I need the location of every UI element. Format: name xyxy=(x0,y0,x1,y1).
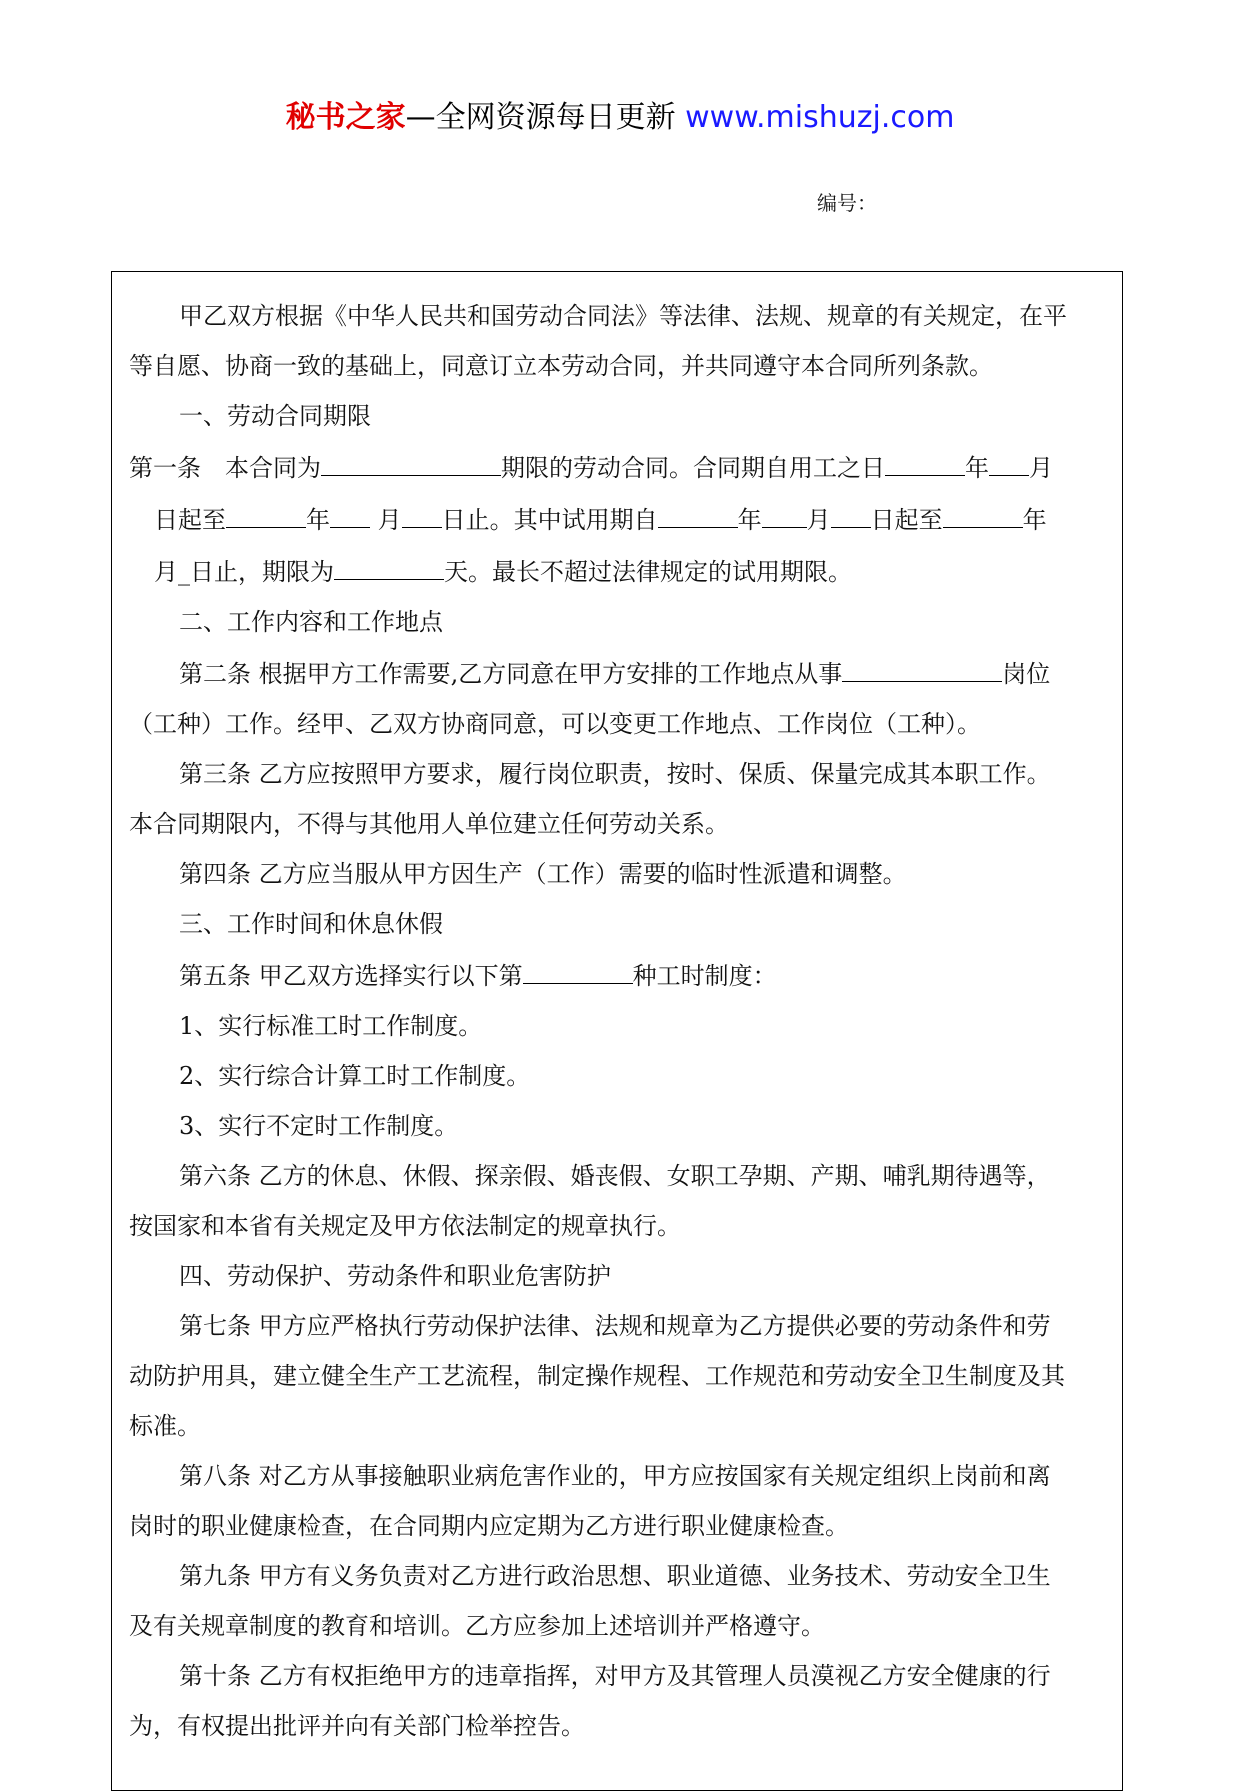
blank-field[interactable] xyxy=(762,493,807,528)
intro-line: 等自愿、协商一致的基础上，同意订立本劳动合同，并共同遵守本合同所列条款。 xyxy=(129,352,993,380)
blank-field[interactable] xyxy=(989,441,1029,476)
article-line: 第九条 甲方有义务负责对乙方进行政治思想、职业道德、业务技术、劳动安全卫生 xyxy=(179,1562,1051,1590)
text-run: 月 xyxy=(1029,454,1053,482)
article-line: 第三条 乙方应按照甲方要求，履行岗位职责，按时、保质、保量完成其本职工作。 xyxy=(179,760,1051,788)
site-header xyxy=(0,98,1240,138)
section-heading: 四、劳动保护、劳动条件和职业危害防护 xyxy=(179,1262,611,1290)
blank-field[interactable] xyxy=(402,493,442,528)
article-line: 第六条 乙方的休息、休假、探亲假、婚丧假、女职工孕期、产期、哺乳期待遇等， xyxy=(179,1162,1051,1190)
blank-field[interactable] xyxy=(943,493,1023,528)
blank-field[interactable] xyxy=(658,493,738,528)
article-2-line-1 xyxy=(129,647,1119,699)
blank-field[interactable] xyxy=(885,441,965,476)
option-item: 3、实行不定时工作制度。 xyxy=(179,1112,459,1140)
article-line: 第四条 乙方应当服从甲方因生产（工作）需要的临时性派遣和调整。 xyxy=(179,860,907,888)
site-url[interactable]: www.mishuzj.com xyxy=(685,100,955,135)
article-line: 第七条 甲方应严格执行劳动保护法律、法规和规章为乙方提供必要的劳动条件和劳 xyxy=(179,1312,1051,1340)
article-line: 动防护用具，建立健全生产工艺流程，制定操作规程、工作规范和劳动安全卫生制度及其 xyxy=(129,1362,1065,1390)
article-line: 岗时的职业健康检查，在合同期内应定期为乙方进行职业健康检查。 xyxy=(129,1512,849,1540)
article-line: 及有关规章制度的教育和培训。乙方应参加上述培训并严格遵守。 xyxy=(129,1612,825,1640)
article-line: 本合同期限内，不得与其他用人单位建立任何劳动关系。 xyxy=(129,810,729,838)
text-run: 期限的劳动合同。合同期自用工之日 xyxy=(501,454,885,482)
article-1-line-1 xyxy=(129,441,1119,493)
article-line: 按国家和本省有关规定及甲方依法制定的规章执行。 xyxy=(129,1212,681,1240)
article-line: 为，有权提出批评并向有关部门检举控告。 xyxy=(129,1712,585,1740)
blank-field[interactable] xyxy=(334,545,444,580)
text-run: 日起至 xyxy=(870,506,943,534)
blank-field[interactable] xyxy=(321,441,501,476)
text-run: 第一条 本合同为 xyxy=(129,454,321,482)
serial-number-label: 编号： xyxy=(817,191,877,215)
brand-name: 秘书之家 xyxy=(285,100,406,135)
text-run: 日止。其中试用期自 xyxy=(441,506,658,534)
article-5-line-1 xyxy=(129,949,1119,1001)
text-run: 第五条 甲乙双方选择实行以下第 xyxy=(179,962,523,990)
article-line: （工种）工作。经甲、乙双方协商同意，可以变更工作地点、工作岗位（工种）。 xyxy=(129,710,981,738)
section-heading: 三、工作时间和休息休假 xyxy=(179,910,443,938)
blank-field[interactable] xyxy=(523,949,633,984)
text-run: 日起至 xyxy=(154,506,226,534)
text-run: 月 xyxy=(806,506,831,534)
text-run: 年 xyxy=(306,506,330,534)
option-item: 1、实行标准工时工作制度。 xyxy=(179,1012,483,1040)
article-line: 第八条 对乙方从事接触职业病危害作业的，甲方应按国家有关规定组织上岗前和离 xyxy=(179,1462,1051,1490)
text-run: 岗位 xyxy=(1002,660,1051,688)
text-run: 年 xyxy=(965,454,989,482)
article-line: 第十条 乙方有权拒绝甲方的违章指挥，对甲方及其管理人员漠视乙方安全健康的行 xyxy=(179,1662,1051,1690)
blank-field[interactable] xyxy=(842,647,1002,682)
text-run: 年 xyxy=(737,506,762,534)
text-run: 第二条 根据甲方工作需要,乙方同意在甲方安排的工作地点从事 xyxy=(179,660,843,688)
text-run: 月 xyxy=(370,506,402,534)
blank-field[interactable] xyxy=(226,493,306,528)
contract-body xyxy=(129,291,1119,1751)
intro-line: 甲乙双方根据《中华人民共和国劳动合同法》等法律、法规、规章的有关规定，在平 xyxy=(179,302,1067,330)
section-heading: 一、劳动合同期限 xyxy=(179,402,371,430)
section-heading: 二、工作内容和工作地点 xyxy=(179,608,443,636)
article-1-line-3 xyxy=(129,545,1119,597)
slogan: —全网资源每日更新 xyxy=(405,100,676,135)
blank-field[interactable] xyxy=(330,493,370,528)
article-1-line-2 xyxy=(129,493,1119,545)
option-item: 2、实行综合计算工时工作制度。 xyxy=(179,1062,531,1090)
text-run: 月_日止，期限为 xyxy=(154,558,334,586)
text-run: 年 xyxy=(1022,506,1047,534)
article-line: 标准。 xyxy=(129,1412,201,1440)
blank-field[interactable] xyxy=(831,493,871,528)
text-run: 天。最长不超过法律规定的试用期限。 xyxy=(444,558,852,586)
text-run: 种工时制度： xyxy=(632,962,777,990)
